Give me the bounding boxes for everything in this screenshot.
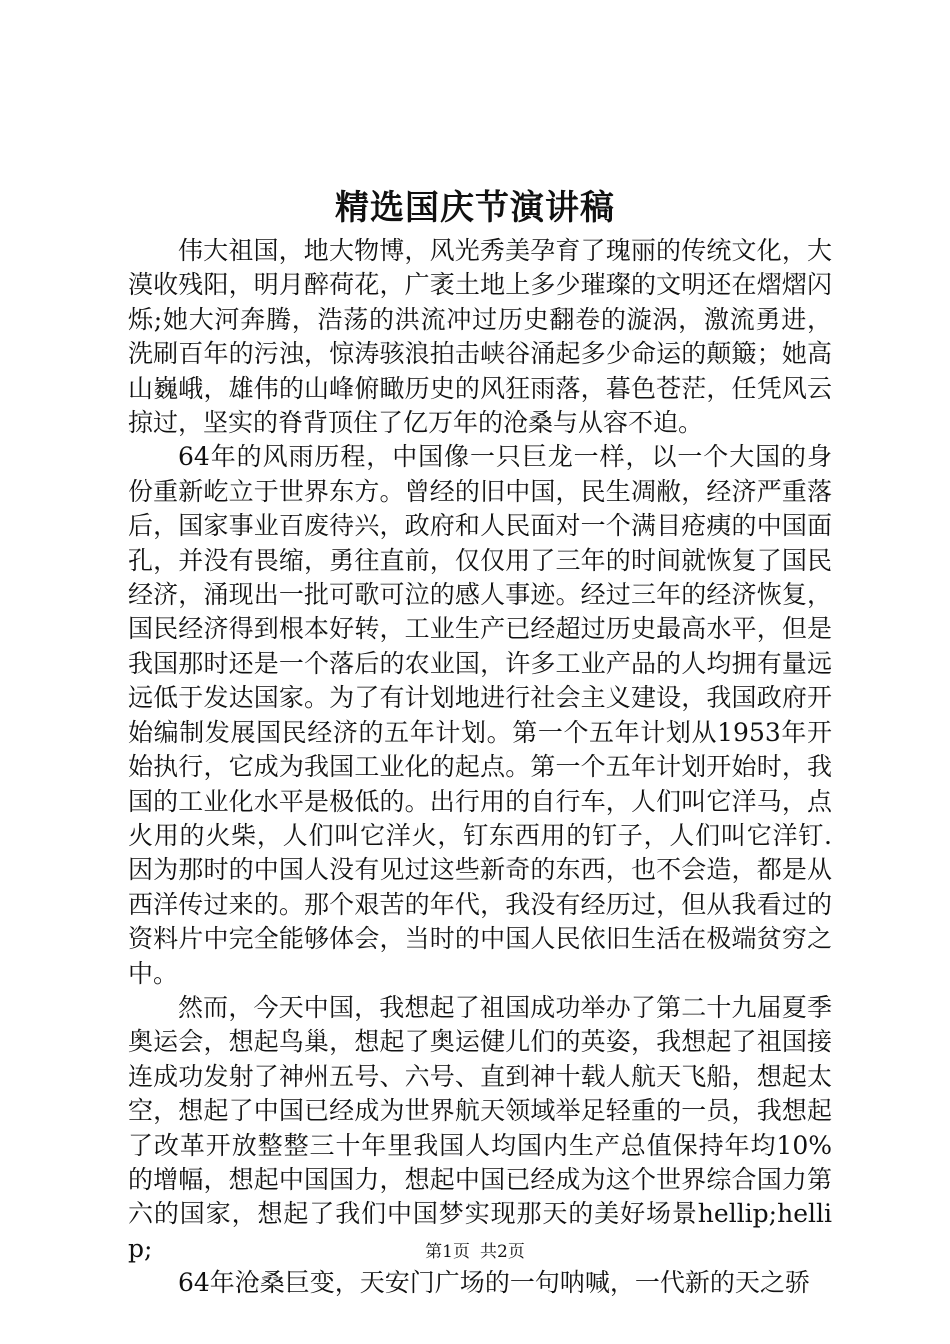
- document-title: 精选国庆节演讲稿: [335, 188, 615, 228]
- paragraph: 伟大祖国，地大物博，风光秀美孕育了瑰丽的传统文化，大漠收残阳，明月醉荷花，广袤土地上多少璀璨的文明还在熠熠闪烁;她大河奔腾，浩荡的洪流冲过历史翻卷的漩涡，激流勇进，洗刷百年的污浊，惊涛骇浪拍击峡谷涌起多少命运的颠簸；她高山巍峨，雄伟的山峰俯瞰历史的风狂雨落，暮色苍茫，任凭风云掠过，坚实的脊背顶住了亿万年的沧桑与从容不迫。: [128, 236, 832, 438]
- document-body: [128, 234, 832, 1301]
- page-footer: [0, 1240, 950, 1264]
- paragraph: 64年沧桑巨变，天安门广场的一句呐喊，一代新的天之骄: [178, 1268, 810, 1298]
- page-number-total: 共2页: [480, 1242, 525, 1262]
- page-number-current: 第1页: [425, 1242, 470, 1262]
- paragraph: 然而，今天中国，我想起了祖国成功举办了第二十九届夏季奥运会，想起鸟巢，想起了奥运健儿们的英姿，我想起了祖国接连成功发射了神州五号、六号、直到神十载人航天飞船，想起太空，想起了中国已经成为世界航天领域举足轻重的一员，我想起了改革开放整整三十年里我国人均国内生产总值保持年均10%的增幅，想起中国国力，想起中国已经成为这个世界综合国力第六的国家，想起了我们中国梦实现那天的美好场景hellip;hellip;: [128, 992, 832, 1263]
- paragraph: 64年的风雨历程，中国像一只巨龙一样，以一个大国的身份重新屹立于世界东方。曾经的旧中国，民生凋敝，经济严重落后，国家事业百废待兴，政府和人民面对一个满目疮痍的中国面孔，并没有畏缩，勇往直前，仅仅用了三年的时间就恢复了国民经济，涌现出一批可歌可泣的感人事迹。经过三年的经济恢复，国民经济得到根本好转，工业生产已经超过历史最高水平，但是我国那时还是一个落后的农业国，许多工业产品的人均拥有量远远低于发达国家。为了有计划地进行社会主义建设，我国政府开始编制发展国民经济的五年计划。第一个五年计划从1953年开始执行，它成为我国工业化的起点。第一个五年计划开始时，我国的工业化水平是极低的。出行用的自行车，人们叫它洋马，点火用的火柴，人们叫它洋火，钉东西用的钉子，人们叫它洋钉.因为那时的中国人没有见过这些新奇的东西，也不会造，都是从西洋传过来的。那个艰苦的年代，我没有经历过，但从我看过的资料片中完全能够体会，当时的中国人民依旧生活在极端贫穷之中。: [128, 442, 832, 988]
